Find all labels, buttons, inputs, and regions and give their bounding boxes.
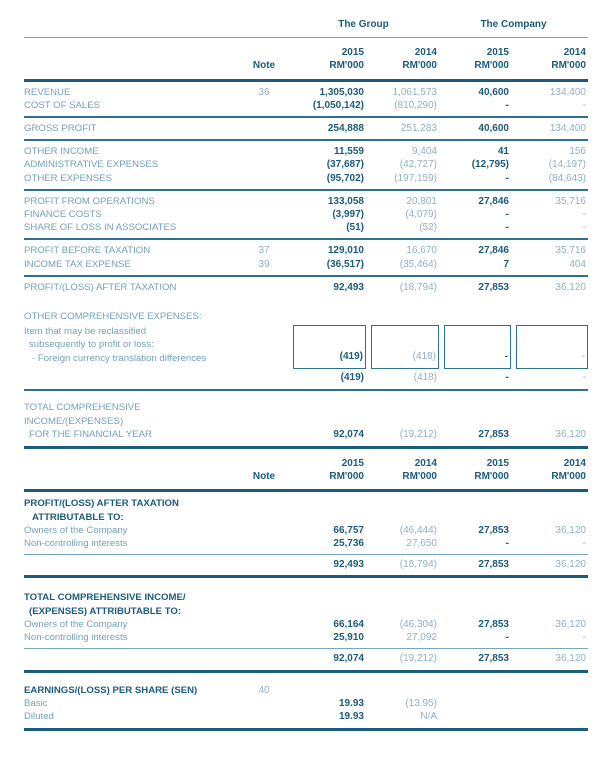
cell-value: 36,120 bbox=[555, 653, 586, 665]
table-row bbox=[24, 524, 588, 537]
statement-group bbox=[24, 141, 588, 189]
year-header-row bbox=[24, 449, 588, 489]
note-value: 40 bbox=[258, 684, 270, 696]
cell-value: 92,074 bbox=[333, 653, 364, 665]
cell-value: 16,670 bbox=[406, 245, 437, 257]
section-heading-row bbox=[24, 511, 588, 524]
cell-value: (13.95) bbox=[405, 697, 437, 709]
cell-value: 1,061,573 bbox=[392, 86, 437, 98]
table-row bbox=[24, 710, 588, 723]
year-label: 2015 bbox=[341, 47, 364, 59]
cell-value: 27,853 bbox=[478, 281, 509, 293]
table-row bbox=[24, 158, 588, 171]
eps-section bbox=[24, 684, 588, 729]
note-value bbox=[240, 99, 288, 112]
unit-label: RM'000 bbox=[402, 471, 437, 483]
attributable-section-2 bbox=[24, 591, 588, 672]
unit-label: RM'000 bbox=[329, 60, 364, 72]
year-col-header bbox=[439, 46, 511, 72]
row-label: FINANCE COSTS bbox=[24, 209, 102, 221]
cell-value: 19.93 bbox=[338, 710, 364, 722]
cell-value: 9,404 bbox=[411, 146, 437, 158]
cell-value: 25,736 bbox=[333, 538, 364, 550]
year-label: 2014 bbox=[563, 47, 586, 59]
cell-value: 66,164 bbox=[333, 618, 364, 630]
note-value: 36 bbox=[258, 86, 270, 98]
cell-value: 27,853 bbox=[478, 559, 509, 571]
statement-group bbox=[24, 277, 588, 298]
note-value bbox=[240, 122, 288, 135]
note-value bbox=[240, 558, 288, 571]
cell-value: (12,795) bbox=[471, 159, 509, 171]
table-row bbox=[24, 122, 588, 135]
cell-value: 35,716 bbox=[555, 245, 586, 257]
statement-group bbox=[24, 82, 588, 116]
company-header-label: The Company bbox=[480, 19, 547, 30]
note-header: Note bbox=[252, 471, 276, 483]
row-label bbox=[24, 652, 240, 665]
unit-label: RM'000 bbox=[329, 471, 364, 483]
cell-value: - bbox=[505, 372, 509, 384]
cell-value: (95,702) bbox=[326, 172, 364, 184]
table-row bbox=[24, 258, 588, 271]
eps-rows bbox=[24, 684, 588, 724]
cell-value: 129,010 bbox=[327, 245, 364, 257]
row-label: GROSS PROFIT bbox=[24, 123, 97, 135]
cell-value: 36,120 bbox=[555, 281, 586, 293]
note-value bbox=[240, 652, 288, 665]
cell-value: 134,400 bbox=[549, 86, 586, 98]
year-label: 2015 bbox=[341, 458, 364, 470]
cell-value: - bbox=[505, 632, 509, 644]
cell-value: 156 bbox=[569, 146, 586, 158]
note-value bbox=[240, 195, 288, 208]
cell-value bbox=[439, 697, 511, 710]
cell-value: 92,074 bbox=[333, 428, 364, 440]
cell-value: 92,493 bbox=[333, 281, 364, 293]
cell-value: - bbox=[505, 538, 509, 550]
cell-value: (18,794) bbox=[399, 559, 437, 571]
oci-label-line: - Foreign currency translation differences bbox=[32, 352, 207, 364]
spacer bbox=[24, 578, 588, 591]
section-heading-row bbox=[24, 497, 588, 510]
note-value bbox=[240, 631, 288, 644]
table-row bbox=[24, 145, 588, 158]
table-row bbox=[24, 558, 588, 571]
oci-box-cell bbox=[511, 325, 588, 369]
note-value bbox=[240, 221, 288, 234]
year-header-row bbox=[24, 38, 588, 78]
cell-value: - bbox=[505, 99, 509, 111]
attributable-section-1 bbox=[24, 492, 588, 578]
oci-label-line: Item that may be reclassified bbox=[24, 326, 147, 338]
cell-value: N/A bbox=[420, 710, 437, 722]
oci-label-line: subsequently to profit or loss: bbox=[29, 339, 154, 351]
cell-value: (1,050,142) bbox=[312, 99, 364, 111]
table-row bbox=[24, 697, 588, 710]
year-header-1 bbox=[24, 38, 588, 78]
cell-value: (197,159) bbox=[394, 172, 437, 184]
tci-label-line1: TOTAL COMPREHENSIVE INCOME/(EXPENSES) bbox=[24, 402, 141, 427]
cell-value bbox=[511, 697, 588, 710]
oci-boxed-value: - bbox=[581, 351, 585, 363]
table-row bbox=[24, 618, 588, 631]
section-heading: ATTRIBUTABLE TO: bbox=[32, 511, 124, 523]
statement-group bbox=[24, 191, 588, 239]
attributable-rows bbox=[24, 524, 588, 554]
cell-value: - bbox=[582, 372, 586, 384]
table-row bbox=[24, 684, 588, 697]
cell-value: (14,197) bbox=[548, 159, 586, 171]
cell-value: 1,305,030 bbox=[319, 86, 364, 98]
oci-totals-row bbox=[24, 369, 588, 389]
row-label: SHARE OF LOSS IN ASSOCIATES bbox=[24, 222, 177, 234]
row-label: EARNINGS/(LOSS) PER SHARE (SEN) bbox=[24, 684, 198, 696]
cell-value: 41 bbox=[497, 146, 509, 158]
table-row bbox=[24, 631, 588, 644]
year-label: 2015 bbox=[486, 458, 509, 470]
cell-value: (419) bbox=[340, 372, 364, 384]
year-label: 2015 bbox=[486, 47, 509, 59]
cell-value: (35,464) bbox=[399, 258, 437, 270]
year-label: 2014 bbox=[414, 47, 437, 59]
table-row bbox=[24, 537, 588, 550]
cell-value: - bbox=[582, 222, 586, 234]
row-label: Non-controlling interests bbox=[24, 538, 128, 550]
cell-value: 134,400 bbox=[549, 123, 586, 135]
cell-value: (37,687) bbox=[326, 159, 364, 171]
table-row bbox=[24, 195, 588, 208]
section-heading-row bbox=[24, 591, 588, 604]
cell-value: 7 bbox=[503, 258, 509, 270]
row-label: Basic bbox=[24, 697, 48, 709]
note-value bbox=[240, 145, 288, 158]
year-col-header bbox=[511, 46, 588, 72]
oci-box-cell bbox=[366, 325, 439, 369]
table-row bbox=[24, 86, 588, 99]
table-row bbox=[24, 172, 588, 185]
section-heading: TOTAL COMPREHENSIVE INCOME/ bbox=[24, 592, 186, 604]
cell-value: 251,283 bbox=[400, 123, 437, 135]
cell-value bbox=[366, 684, 439, 697]
note-value: 39 bbox=[258, 258, 270, 270]
unit-label: RM'000 bbox=[474, 60, 509, 72]
cell-value: (42,727) bbox=[399, 159, 437, 171]
cell-value: (36,517) bbox=[326, 258, 364, 270]
cell-value: - bbox=[582, 99, 586, 111]
year-label: 2014 bbox=[563, 458, 586, 470]
year-col-header bbox=[439, 457, 511, 483]
row-label: PROFIT FROM OPERATIONS bbox=[24, 195, 155, 207]
cell-value: (46,444) bbox=[399, 524, 437, 536]
year-col-header bbox=[511, 457, 588, 483]
unit-label: RM'000 bbox=[402, 60, 437, 72]
oci-box-cell bbox=[439, 325, 511, 369]
note-value bbox=[240, 710, 288, 723]
cell-value: 27,650 bbox=[406, 538, 437, 550]
oci-box bbox=[444, 325, 511, 369]
cell-value bbox=[439, 684, 511, 697]
cell-value: 36,120 bbox=[555, 428, 586, 440]
cell-value: 27,853 bbox=[478, 653, 509, 665]
row-label: ADMINISTRATIVE EXPENSES bbox=[24, 159, 159, 171]
year-col-header bbox=[366, 457, 439, 483]
oci-box-cell bbox=[288, 325, 366, 369]
cell-value: 27,846 bbox=[478, 195, 509, 207]
table-row bbox=[24, 99, 588, 112]
year-col-header bbox=[288, 457, 366, 483]
cell-value: 27,853 bbox=[478, 428, 509, 440]
year-col-header bbox=[366, 46, 439, 72]
section-heading: (EXPENSES) ATTRIBUTABLE TO: bbox=[29, 605, 182, 617]
cell-value: (810,290) bbox=[394, 99, 437, 111]
row-label bbox=[24, 558, 240, 571]
cell-value: 25,910 bbox=[333, 632, 364, 644]
cell-value: 404 bbox=[569, 258, 586, 270]
oci-box bbox=[371, 325, 439, 369]
oci-box bbox=[293, 325, 366, 369]
cell-value: 19.93 bbox=[338, 697, 364, 709]
table-row bbox=[24, 221, 588, 234]
tci-label bbox=[24, 401, 240, 441]
oci-heading-row bbox=[24, 310, 588, 323]
cell-value: 11,559 bbox=[333, 146, 364, 158]
cell-value: (46,304) bbox=[399, 618, 437, 630]
oci-labels bbox=[24, 325, 240, 365]
table-row bbox=[24, 244, 588, 257]
section-heading-row bbox=[24, 605, 588, 618]
attributable-rows bbox=[24, 618, 588, 648]
note-value bbox=[240, 524, 288, 537]
bottom-rule bbox=[24, 728, 588, 731]
cell-value: 27,853 bbox=[478, 618, 509, 630]
cell-value: - bbox=[505, 209, 509, 221]
cell-value: 27,846 bbox=[478, 245, 509, 257]
note-value bbox=[240, 618, 288, 631]
unit-label: RM'000 bbox=[551, 471, 586, 483]
cell-value: (51) bbox=[346, 222, 364, 234]
cell-value: 66,757 bbox=[333, 524, 364, 536]
total-comprehensive-row bbox=[24, 391, 588, 446]
oci-boxed-value: (419) bbox=[339, 351, 363, 363]
cell-value: 27,853 bbox=[478, 524, 509, 536]
cell-value: (84,643) bbox=[548, 172, 586, 184]
oci-boxed-row bbox=[24, 325, 588, 369]
cell-value: - bbox=[582, 632, 586, 644]
cell-value: (3,997) bbox=[332, 209, 364, 221]
note-value bbox=[240, 537, 288, 550]
cell-value: (52) bbox=[419, 222, 437, 234]
cell-value: 40,600 bbox=[478, 123, 509, 135]
cell-value: (4,079) bbox=[405, 209, 437, 221]
cell-value: 35,716 bbox=[555, 195, 586, 207]
table-header-groups bbox=[24, 18, 588, 37]
note-value bbox=[240, 208, 288, 221]
income-statement-body bbox=[24, 82, 588, 298]
cell-value: 254,888 bbox=[327, 123, 364, 135]
note-value bbox=[240, 697, 288, 710]
unit-label: RM'000 bbox=[474, 471, 509, 483]
cell-value: (18,794) bbox=[399, 281, 437, 293]
total-row-wrap bbox=[24, 649, 588, 669]
table-row bbox=[24, 652, 588, 665]
row-label: Owners of the Company bbox=[24, 524, 128, 536]
cell-value: (19,212) bbox=[399, 428, 437, 440]
year-label: 2014 bbox=[414, 458, 437, 470]
unit-label: RM'000 bbox=[551, 60, 586, 72]
total-row-wrap bbox=[24, 555, 588, 575]
note-value bbox=[240, 281, 288, 294]
cell-value: - bbox=[505, 222, 509, 234]
cell-value: (19,212) bbox=[399, 653, 437, 665]
oci-box bbox=[516, 325, 588, 369]
cell-value bbox=[511, 684, 588, 697]
table-row bbox=[24, 208, 588, 221]
statement-group bbox=[24, 118, 588, 139]
row-label: PROFIT BEFORE TAXATION bbox=[24, 245, 151, 257]
section-heading: PROFIT/(LOSS) AFTER TAXATION bbox=[24, 498, 179, 510]
cell-value: - bbox=[582, 209, 586, 221]
note-header: Note bbox=[252, 60, 276, 72]
cell-value: - bbox=[582, 538, 586, 550]
oci-heading: OTHER COMPREHENSIVE EXPENSES: bbox=[24, 311, 202, 323]
oci-boxed-value: (418) bbox=[412, 351, 436, 363]
row-label: Diluted bbox=[24, 710, 54, 722]
row-label: COST OF SALES bbox=[24, 99, 101, 111]
cell-value: 36,120 bbox=[555, 559, 586, 571]
section-rule bbox=[24, 670, 588, 673]
note-value bbox=[240, 172, 288, 185]
year-header-2 bbox=[24, 449, 588, 489]
cell-value: 36,120 bbox=[555, 524, 586, 536]
cell-value bbox=[511, 710, 588, 723]
cell-value: 40,600 bbox=[478, 86, 509, 98]
cell-value: 92,493 bbox=[333, 559, 364, 571]
row-label: Non-controlling interests bbox=[24, 632, 128, 644]
oci-section bbox=[24, 310, 588, 391]
cell-value: - bbox=[505, 172, 509, 184]
row-label: OTHER EXPENSES bbox=[24, 172, 112, 184]
statement-group bbox=[24, 240, 588, 274]
row-label: INCOME TAX EXPENSE bbox=[24, 258, 131, 270]
row-label: PROFIT/(LOSS) AFTER TAXATION bbox=[24, 281, 177, 293]
cell-value: 20,801 bbox=[406, 195, 437, 207]
cell-value: (418) bbox=[413, 372, 437, 384]
cell-value: 27,092 bbox=[406, 632, 437, 644]
cell-value bbox=[288, 684, 366, 697]
row-label: OTHER INCOME bbox=[24, 146, 99, 158]
tci-label-line2: FOR THE FINANCIAL YEAR bbox=[29, 428, 152, 440]
cell-value bbox=[439, 710, 511, 723]
cell-value: 36,120 bbox=[555, 618, 586, 630]
cell-value: 133,058 bbox=[327, 195, 364, 207]
year-col-header bbox=[288, 46, 366, 72]
group-header-label: The Group bbox=[338, 19, 389, 30]
row-label: REVENUE bbox=[24, 86, 71, 98]
oci-boxed-value: - bbox=[504, 351, 508, 363]
note-value: 37 bbox=[258, 245, 270, 257]
note-value bbox=[240, 158, 288, 171]
table-row bbox=[24, 281, 588, 294]
row-label: Owners of the Company bbox=[24, 618, 128, 630]
